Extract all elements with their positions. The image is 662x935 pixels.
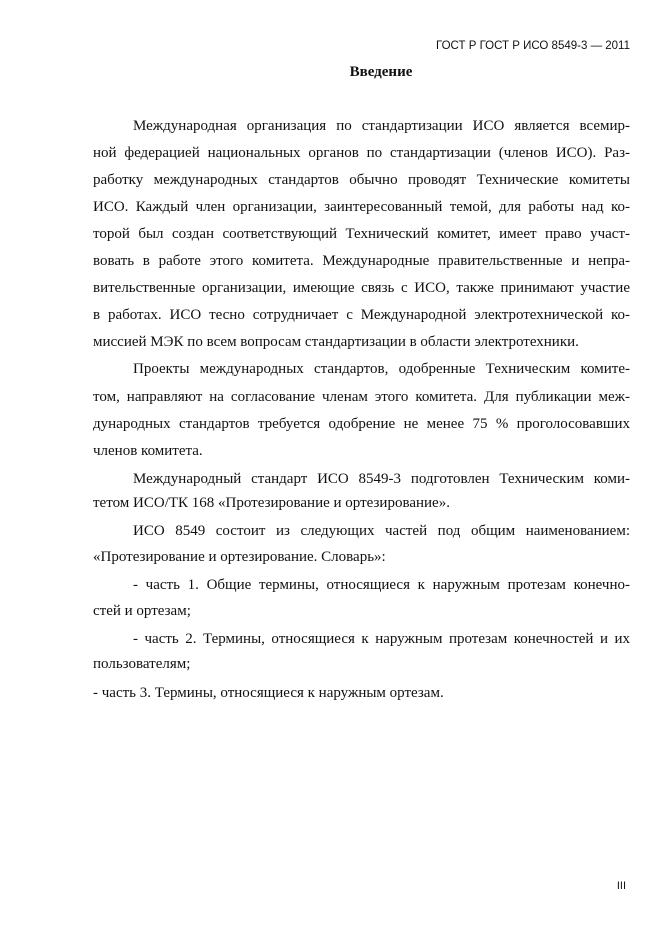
section-title: Введение xyxy=(349,64,413,80)
text-line: ной федерацией национальных органов по стандартизации (членов ИСО). Раз- xyxy=(93,145,630,161)
list-item: - часть 3. Термины, относящиеся к наружным ортезам. xyxy=(93,685,444,701)
text-line: в работах. ИСО тесно сотрудничает с Международной электротехнической ко- xyxy=(93,307,630,323)
text-line: Международная организация по стандартизации ИСО является всемир- xyxy=(133,118,630,134)
text-line: Проекты международных стандартов, одобренные Техническим комите- xyxy=(133,361,630,377)
text-line: пользователям; xyxy=(93,656,191,672)
text-line: миссией МЭК по всем вопросам стандартизации в области электротехники. xyxy=(93,334,579,350)
text-line: дународных стандартов требуется одобрение не менее 75 % проголосовавших xyxy=(93,416,630,432)
text-line: «Протезирование и ортезирование. Словарь»: xyxy=(93,549,386,565)
list-item: - часть 2. Термины, относящиеся к наружным протезам конечностей и их xyxy=(133,631,630,647)
text-line: вовать в работе этого комитета. Международные правительственные и непра- xyxy=(93,253,630,269)
text-line: ИСО 8549 состоит из следующих частей под общим наименованием: xyxy=(133,523,630,539)
text-line: работку международных стандартов обычно проводят Технические комитеты xyxy=(93,172,630,188)
text-line: ИСО. Каждый член организации, заинтересованный темой, для работы над ко- xyxy=(93,199,630,215)
text-line: стей и ортезам; xyxy=(93,603,191,619)
page-number: III xyxy=(616,880,626,892)
text-line: том, направляют на согласование членам этого комитета. Для публикации меж- xyxy=(93,389,630,405)
text-line: членов комитета. xyxy=(93,443,203,459)
text-line: Международный стандарт ИСО 8549-3 подготовлен Техническим коми- xyxy=(133,471,630,487)
text-line: тетом ИСО/ТК 168 «Протезирование и ортезирование». xyxy=(93,495,450,511)
text-line: вительственные организации, имеющие связь с ИСО, также принимают участие xyxy=(93,280,630,296)
text-line: торой был создан соответствующий Технический комитет, имеет право участ- xyxy=(93,226,630,242)
list-item: - часть 1. Общие термины, относящиеся к наружным протезам конечно- xyxy=(133,577,630,593)
document-header: ГОСТ Р ГОСТ Р ИСО 8549-3 — 2011 xyxy=(436,40,630,52)
